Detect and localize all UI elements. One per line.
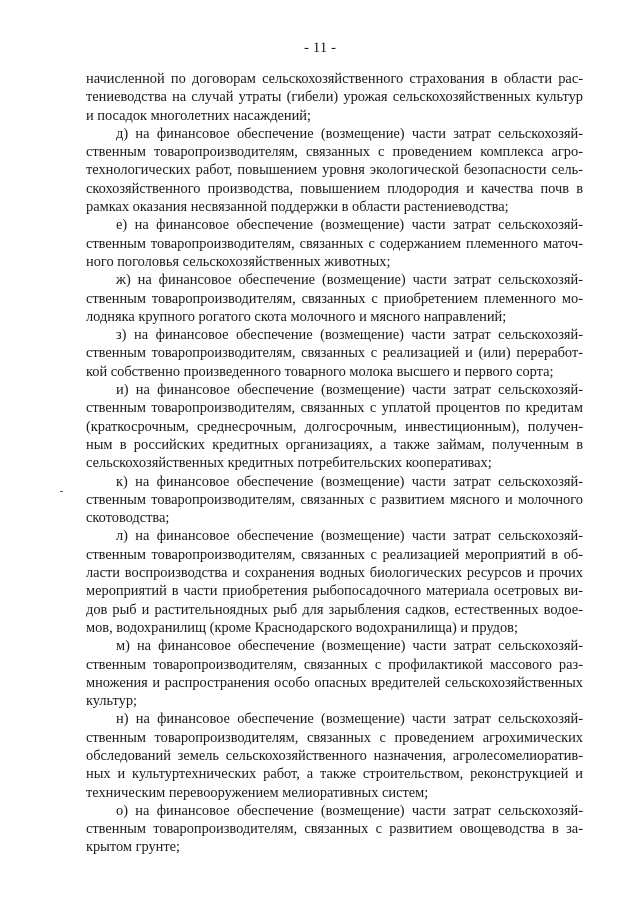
paragraph-item-n: н) на финансовое обеспечение (возмещение) части затрат сельскохозяйственным товаропроизводителям, связанных с проведением агрохимических обследований земель сельскохозяйственного назначения, агролесомелиоративных и культуртехнических работ, а также строительством, реконструкцией и техническим перевооружением мелиоративных систем; xyxy=(86,711,583,801)
page-number: - 11 - xyxy=(304,40,336,56)
paragraph-continuation: начисленной по договорам сельскохозяйственного страхования в области растениеводства на случай утраты (гибели) урожая сельскохозяйственных культур и посадок многолетних насаждений; xyxy=(86,71,583,124)
paragraph-item-o: о) на финансовое обеспечение (возмещение) части затрат сельскохозяйственным товаропроизводителям, связанных с развитием овощеводства в закрытом грунте; xyxy=(86,802,583,856)
paragraph-item-e: е) на финансовое обеспечение (возмещение) части затрат сельскохозяйственным товаропроизводителям, связанных с содержанием племенного маточного поголовья сельскохозяйственных животных; xyxy=(86,217,583,270)
paragraph-item-i: и) на финансовое обеспечение (возмещение) части затрат сельскохозяйственным товаропроизводителям, связанных с уплатой процентов по кредитам (краткосрочным, среднесрочным, долгосрочным, инвестиционным), полученным в российских кредитных организациях, а также займам, полученным в сельскохозяйственных кредитных потребительских кооперативах; xyxy=(86,382,583,472)
margin-mark xyxy=(60,491,63,492)
paragraph-item-d: д) на финансовое обеспечение (возмещение) части затрат сельскохозяйственным товаропроизводителям, связанных с проведением комплекса агротехнологических работ, повышением уровня экологической безопасности сельскохозяйственного производства, повышением плодородия и качества почв в рамках оказания несвязанной поддержки в области растениеводства; xyxy=(86,125,583,216)
paragraph-item-k: к) на финансовое обеспечение (возмещение) части затрат сельскохозяйственным товаропроизводителям, связанных с развитием мясного и молочного скотоводства; xyxy=(86,473,583,527)
paragraph-item-z: з) на финансовое обеспечение (возмещение) части затрат сельскохозяйственным товаропроизводителям, связанных с реализацией и (или) переработкой собственно произведенного товарного молока высшего и первого сорта; xyxy=(86,327,583,380)
paragraph-item-m: м) на финансовое обеспечение (возмещение) части затрат сельскохозяйственным товаропроизводителям, связанных с профилактикой массового размножения и распространения особо опасных вредителей сельскохозяйственных культур; xyxy=(86,638,583,710)
paragraph-item-zh: ж) на финансовое обеспечение (возмещение) части затрат сельскохозяйственным товаропроизводителям, связанных с приобретением племенного молодняка крупного рогатого скота молочного и мясного направлений; xyxy=(86,272,583,325)
document-body xyxy=(86,70,583,857)
paragraph-item-l: л) на финансовое обеспечение (возмещение) части затрат сельскохозяйственным товаропроизводителям, связанных с реализацией мероприятий в области воспроизводства и сохранения водных биологических ресурсов и прочих мероприятий в части приобретения рыбопосадочного материала осетровых видов рыб и растительноядных рыб для зарыбления садков, естественных водоемов, водохранилищ (кроме Краснодарского водохранилища) и прудов; xyxy=(86,528,583,636)
